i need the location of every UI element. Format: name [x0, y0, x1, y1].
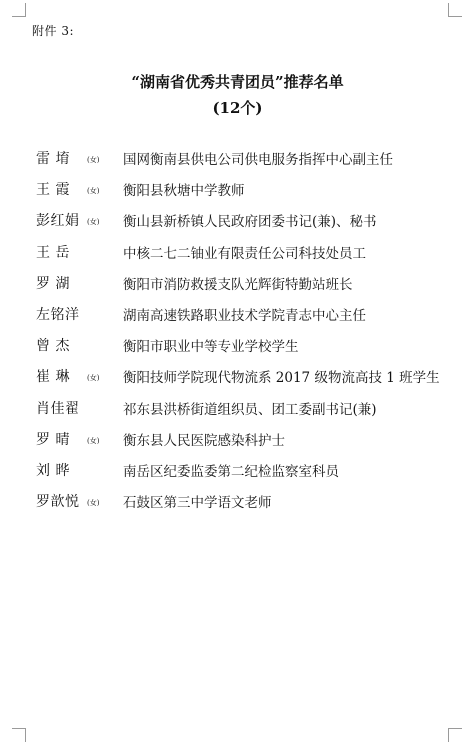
list-item	[36, 366, 456, 397]
gender-note: (女)	[87, 218, 100, 227]
list-item	[36, 460, 456, 491]
list-item	[36, 398, 456, 429]
person-position: 祁东县洪桥街道组织员、团工委副书记(兼)	[123, 401, 377, 418]
person-position: 衡阳市职业中等专业学校学生	[123, 339, 299, 356]
person-position: 南岳区纪委监委第二纪检监察室科员	[123, 463, 339, 480]
person-position: 衡山县新桥镇人民政府团委书记(兼)、秘书	[123, 214, 377, 231]
person-name: 王 霞	[36, 182, 70, 199]
gender-note: (女)	[87, 156, 100, 164]
person-position: 衡阳技师学院现代物流系 2017 级物流高技 1 班学生	[123, 370, 440, 387]
list-item	[36, 148, 456, 179]
list-item	[36, 210, 456, 241]
crop-mark-top-left-v	[25, 3, 26, 17]
gender-note: (女)	[87, 499, 100, 508]
person-position: 衡阳市消防救援支队光辉街特勤站班长	[123, 276, 353, 293]
person-name: 罗 晴	[36, 431, 70, 448]
list-item	[36, 491, 456, 522]
person-position: 国网衡南县供电公司供电服务指挥中心副主任	[123, 152, 393, 168]
crop-mark-top-right-h	[448, 16, 462, 17]
person-name: 崔 琳	[36, 369, 70, 386]
crop-mark-bottom-right-v	[448, 728, 449, 742]
person-name: 曾 杰	[36, 338, 70, 355]
crop-mark-bottom-left-h	[12, 728, 26, 729]
person-name: 刘 晔	[36, 462, 70, 479]
list-item	[36, 179, 456, 210]
person-position: 衡阳县秋塘中学教师	[123, 183, 245, 200]
crop-mark-top-left-h	[12, 16, 26, 17]
list-item	[36, 304, 456, 335]
person-position: 湖南高速铁路职业技术学院青志中心主任	[123, 307, 366, 324]
person-position: 衡东县人民医院感染科护士	[123, 432, 285, 449]
person-name: 罗 湖	[36, 275, 70, 292]
list-item	[36, 242, 456, 273]
gender-note: (女)	[87, 187, 100, 196]
crop-mark-bottom-left-v	[25, 728, 26, 742]
attachment-label: 附件 3:	[32, 24, 74, 38]
list-item	[36, 335, 456, 366]
person-name: 肖佳翟	[36, 400, 80, 417]
crop-mark-top-right-v	[448, 3, 449, 17]
document-title: “湖南省优秀共青团员”推荐名单	[131, 73, 344, 91]
person-position: 石鼓区第三中学语文老师	[123, 495, 272, 512]
list-item	[36, 273, 456, 304]
person-name: 左铭洋	[36, 306, 80, 323]
person-name: 彭红娟	[36, 213, 80, 230]
document-subtitle: (12个)	[212, 99, 263, 117]
list-item	[36, 429, 456, 460]
gender-note: (女)	[87, 374, 100, 383]
nominee-list	[36, 148, 456, 522]
person-position: 中核二七二铀业有限责任公司科技处员工	[123, 245, 366, 262]
gender-note: (女)	[87, 436, 100, 445]
person-name: 罗歆悦	[36, 494, 80, 511]
crop-mark-bottom-right-h	[448, 728, 462, 729]
person-name: 雷 堉	[36, 151, 70, 167]
person-name: 王 岳	[36, 244, 70, 261]
